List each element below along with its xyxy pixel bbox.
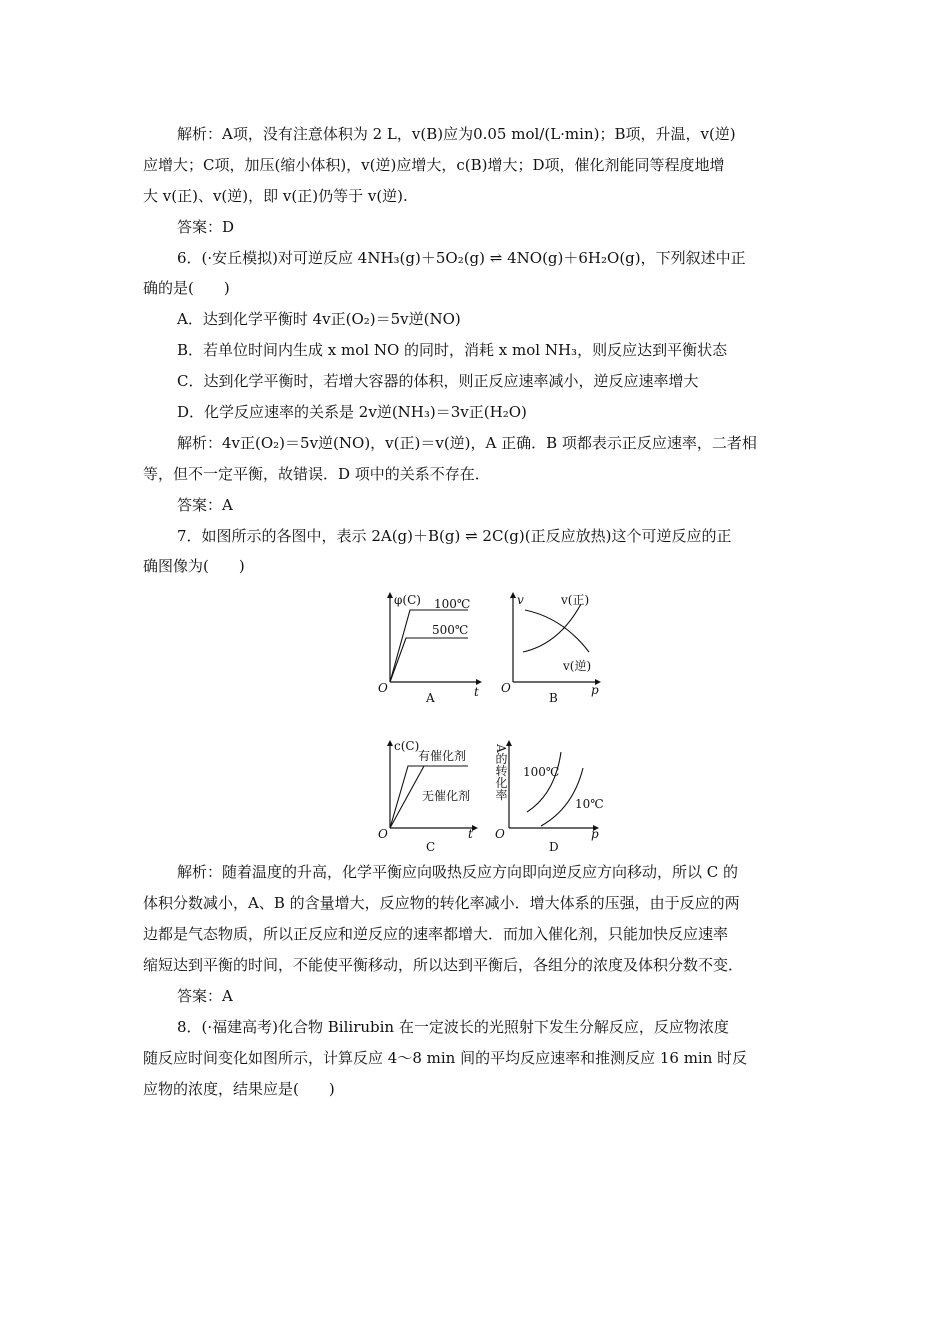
figure-d <box>495 738 615 858</box>
fig-b-origin: O <box>501 681 511 695</box>
fig-c-label-nocat: 无催化剂 <box>422 789 471 803</box>
fig-a-caption: A <box>426 691 435 705</box>
fig-b-xlabel: p <box>591 683 599 697</box>
answer-7: 答案：A <box>177 987 233 1005</box>
fig-a-origin: O <box>378 681 388 695</box>
fig-b-label-fwd: v(正) <box>561 593 590 607</box>
fig-c-ylabel: c(C) <box>394 739 420 753</box>
fig-d-caption: D <box>549 840 559 854</box>
fig-c-label-cat: 有催化剂 <box>418 749 467 763</box>
fig-c-origin: O <box>378 827 388 841</box>
fig-b-label-rev: v(逆) <box>563 659 592 673</box>
fig-c-caption: C <box>426 840 436 854</box>
question-7-line-1: 7．如图所示的各图中，表示 2A(g)＋B(g) ⇌ 2C(g)(正反应放热)这个可逆反应的正 <box>177 527 732 545</box>
question-8-line-2: 随反应时间变化如图所示，计算反应 4～8 min 间的平均反应速率和推测反应 16 min 时反 <box>143 1049 748 1067</box>
text-line-1: 解析：A项，没有注意体积为 2 L，v(B)应为0.05 mol/(L·min)；B项，升温，v(逆) <box>177 125 736 143</box>
analysis-6-line-2: 等，但不一定平衡，故错误．D 项中的关系不存在． <box>143 465 490 483</box>
text-line-2: 应增大；C项，加压(缩小体积)，v(逆)应增大，c(B)增大；D项，催化剂能同等程度地增 <box>143 156 725 174</box>
analysis-7-line-4: 缩短达到平衡的时间，不能使平衡移动，所以达到平衡后，各组分的浓度及体积分数不变． <box>143 956 744 974</box>
text-line-3: 大 v(正)、v(逆)，即 v(正)仍等于 v(逆). <box>143 187 408 205</box>
figure-a <box>372 590 492 710</box>
fig-d-xlabel: p <box>591 827 599 841</box>
answer-5: 答案：D <box>177 218 235 236</box>
fig-b-ylabel: v <box>517 593 524 607</box>
figure-c <box>372 738 492 858</box>
fig-a-xlabel: t <box>474 685 479 699</box>
question-6-line-2: 确的是( ) <box>143 279 230 297</box>
question-7-line-2: 确图像为( ) <box>143 557 245 575</box>
answer-6: 答案：A <box>177 496 233 514</box>
question-8-line-1: 8．(·福建高考)化合物 Bilirubin 在一定波长的光照射下发生分解反应，反应物浓度 <box>177 1018 729 1036</box>
fig-d-origin: O <box>495 827 505 841</box>
analysis-7-line-3: 边都是气态物质，所以正反应和逆反应的速率都增大．而加入催化剂，只能加快反应速率 <box>143 925 729 943</box>
fig-b-caption: B <box>549 691 558 705</box>
fig-a-label-500: 500℃ <box>432 623 469 637</box>
option-6c: C．达到化学平衡时，若增大容器的体积，则正反应速率减小，逆反应速率增大 <box>177 372 699 390</box>
fig-a-ylabel: φ(C) <box>394 593 421 607</box>
fig-d-ylabel: A的转化率 <box>494 744 508 801</box>
option-6b: B．若单位时间内生成 x mol NO 的同时，消耗 x mol NH₃，则反应达到平衡状态 <box>177 341 728 359</box>
analysis-7-line-2: 体积分数减小，A、B 的含量增大，反应物的转化率减小．增大体系的压强，由于反应的两 <box>143 894 740 912</box>
option-6d: D．化学反应速率的关系是 2v逆(NH₃)＝3v正(H₂O) <box>177 403 527 421</box>
fig-d-label-100: 100℃ <box>523 765 560 779</box>
fig-a-label-100: 100℃ <box>434 597 471 611</box>
option-6a: A．达到化学平衡时 4v正(O₂)＝5v逆(NO) <box>177 310 461 328</box>
analysis-6-line-1: 解析：4v正(O₂)＝5v逆(NO)，v(正)＝v(逆)，A 正确．B 项都表示正反应速率，二者相 <box>177 434 757 452</box>
question-6-line-1: 6．(·安丘模拟)对可逆反应 4NH₃(g)＋5O₂(g) ⇌ 4NO(g)＋6H₂O(g)，下列叙述中正 <box>177 249 746 267</box>
question-8-line-3: 应物的浓度，结果应是( ) <box>143 1080 335 1098</box>
figure-b <box>495 590 615 710</box>
analysis-7-line-1: 解析：随着温度的升高，化学平衡应向吸热反应方向即向逆反应方向移动，所以 C 的 <box>177 863 739 881</box>
fig-c-xlabel: t <box>468 827 473 841</box>
fig-d-label-10: 10℃ <box>575 797 604 811</box>
